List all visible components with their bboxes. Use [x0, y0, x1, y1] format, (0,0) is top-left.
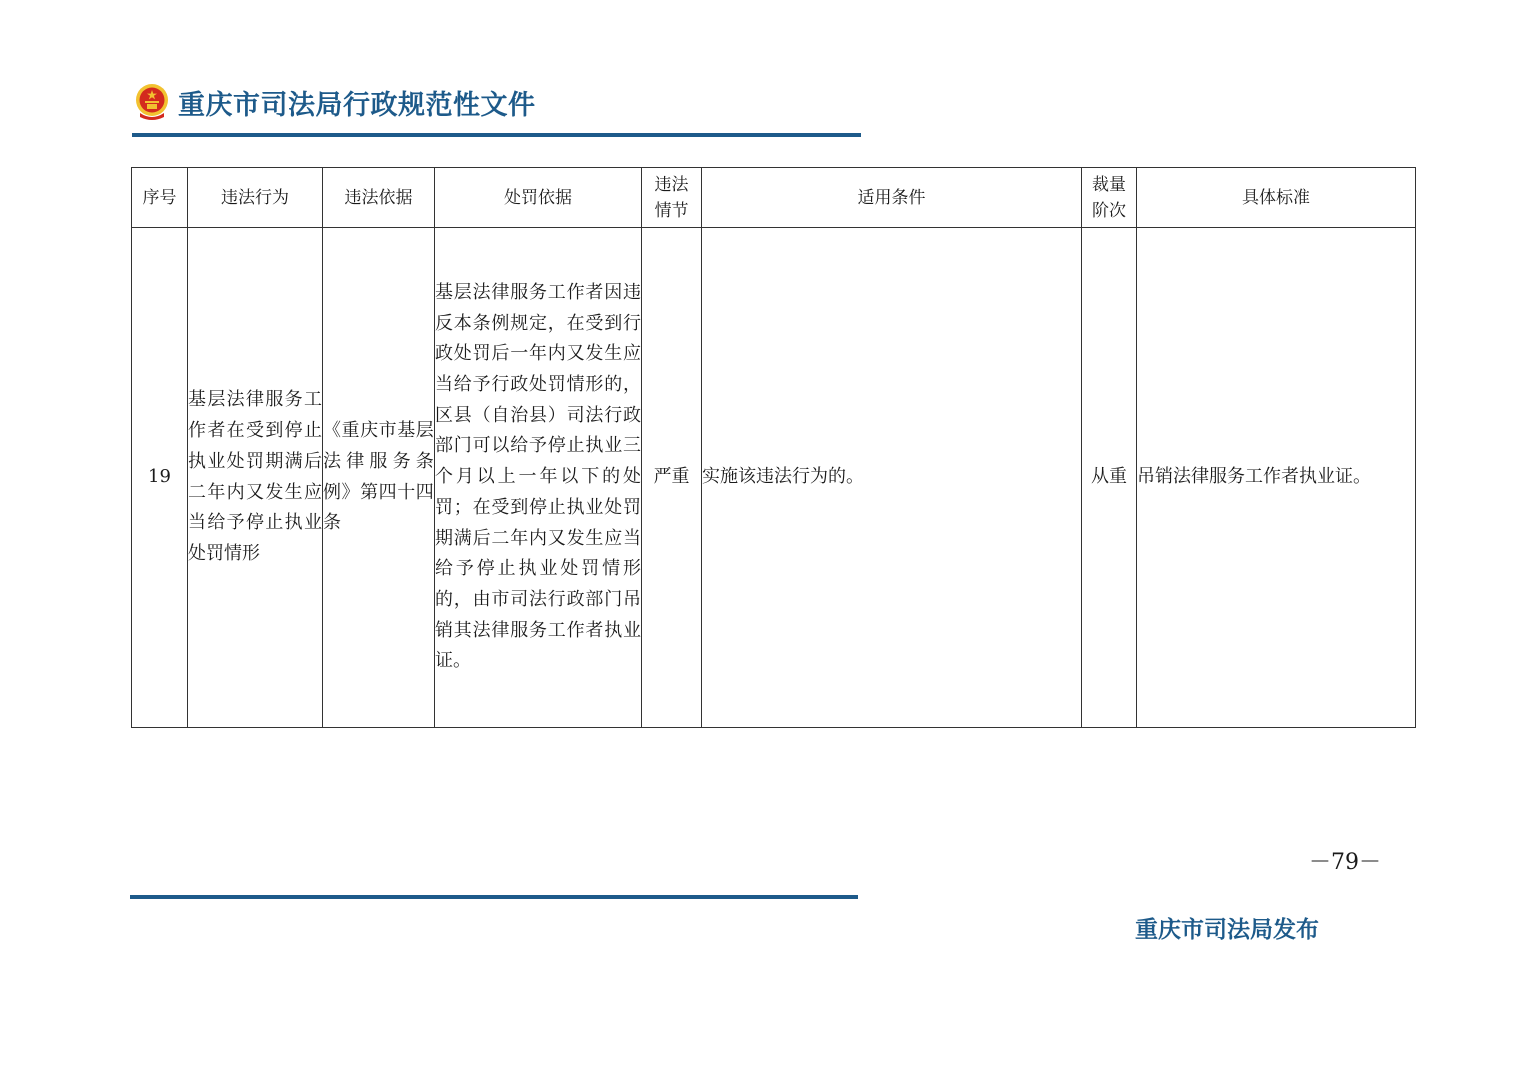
header-divider [132, 133, 861, 137]
column-header-penalty-basis: 处罚依据 [435, 168, 642, 228]
table-row [132, 228, 1416, 728]
table-header-row [132, 168, 1416, 228]
footer-divider [130, 895, 858, 899]
cell-legal-basis: 《重庆市基层法律服务条例》第四十四条 [323, 228, 435, 728]
document-header [134, 80, 536, 124]
column-header-severity: 违法情节 [642, 168, 702, 228]
column-header-num: 序号 [132, 168, 188, 228]
footer-publisher: 重庆市司法局发布 [1135, 917, 1319, 943]
cell-penalty-basis: 基层法律服务工作者因违反本条例规定，在受到行政处罚后一年内又发生应当给予行政处罚情形的，区县（自治县）司法行政部门可以给予停止执业三个月以上一年以下的处罚；在受到停止执业处罚期满后二年内又发生应当给予停止执业处罚情形的，由市司法行政部门吊销其法律服务工作者执业证。 [435, 228, 642, 728]
cell-level: 从重 [1082, 228, 1137, 728]
column-header-behavior: 违法行为 [188, 168, 323, 228]
national-emblem-icon [134, 83, 170, 121]
cell-num: 19 [132, 228, 188, 728]
cell-condition: 实施该违法行为的。 [702, 228, 1082, 728]
column-header-condition: 适用条件 [702, 168, 1082, 228]
column-header-legal-basis: 违法依据 [323, 168, 435, 228]
page-number: －79－ [1309, 850, 1381, 875]
cell-standard: 吊销法律服务工作者执业证。 [1137, 228, 1416, 728]
column-header-standard: 具体标准 [1137, 168, 1416, 228]
cell-severity: 严重 [642, 228, 702, 728]
cell-behavior: 基层法律服务工作者在受到停止执业处罚期满后二年内又发生应当给予停止执业处罚情形 [188, 228, 323, 728]
document-title: 重庆市司法局行政规范性文件 [178, 89, 536, 121]
penalty-standards-table [131, 167, 1416, 728]
column-header-level: 裁量阶次 [1082, 168, 1137, 228]
